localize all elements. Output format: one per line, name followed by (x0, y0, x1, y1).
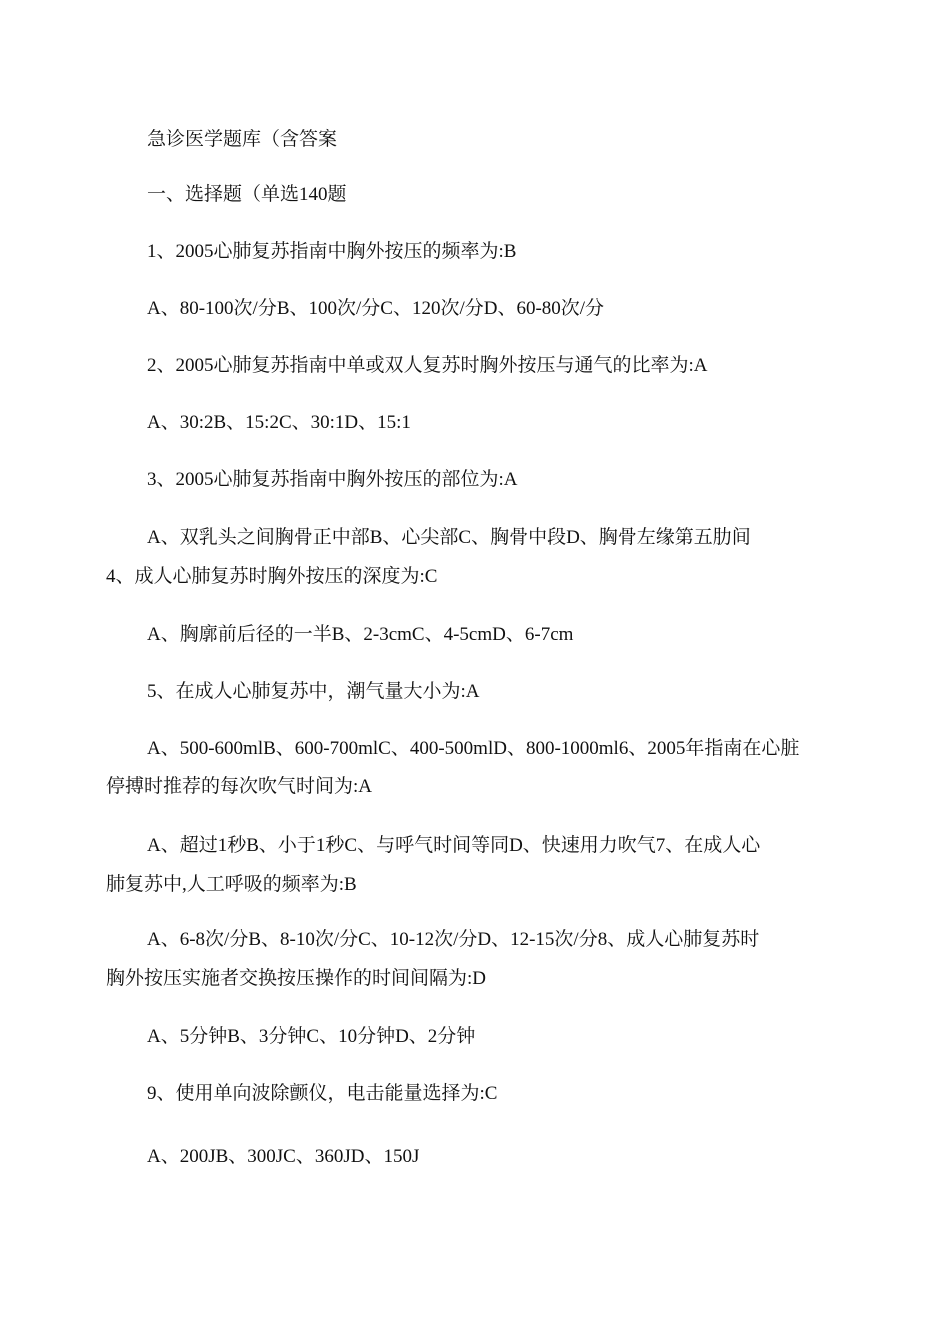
question-9: 9、使用单向波除颤仪，电击能量选择为:C (147, 1083, 498, 1104)
question-6-continued: 停搏时推荐的每次吹气时间为:A (106, 776, 373, 797)
options-4: A、胸廓前后径的一半B、2-3cmC、4-5cmD、6-7cm (147, 624, 574, 645)
question-8-continued: 胸外按压实施者交换按压操作的时间间隔为:D (106, 968, 487, 989)
options-9: A、200JB、300JC、360JD、150J (147, 1146, 420, 1167)
options-5-with-question-6: A、500-600mlB、600-700mlC、400-500mlD、800-1000ml6、2005年指南在心脏 (147, 738, 800, 759)
options-2: A、30:2B、15:2C、30:1D、15:1 (147, 412, 411, 433)
options-7-with-question-8: A、6-8次/分B、8-10次/分C、10-12次/分D、12-15次/分8、成人心肺复苏时 (147, 929, 760, 950)
question-1: 1、2005心肺复苏指南中胸外按压的频率为:B (147, 241, 517, 262)
section-heading: 一、选择题（单选140题 (147, 184, 347, 205)
question-4: 4、成人心肺复苏时胸外按压的深度为:C (106, 566, 438, 587)
options-8: A、5分钟B、3分钟C、10分钟D、2分钟 (147, 1026, 476, 1047)
question-5: 5、在成人心肺复苏中，潮气量大小为:A (147, 681, 480, 702)
document-title: 急诊医学题库（含答案 (147, 129, 338, 150)
options-1: A、80-100次/分B、100次/分C、120次/分D、60-80次/分 (147, 298, 605, 319)
question-3: 3、2005心肺复苏指南中胸外按压的部位为:A (147, 469, 518, 490)
question-7-continued: 肺复苏中,人工呼吸的频率为:B (106, 874, 357, 895)
question-2: 2、2005心肺复苏指南中单或双人复苏时胸外按压与通气的比率为:A (147, 355, 708, 376)
options-3: A、双乳头之间胸骨正中部B、心尖部C、胸骨中段D、胸骨左缘第五肋间 (147, 527, 751, 548)
options-6-with-question-7: A、超过1秒B、小于1秒C、与呼气时间等同D、快速用力吹气7、在成人心 (147, 835, 761, 856)
